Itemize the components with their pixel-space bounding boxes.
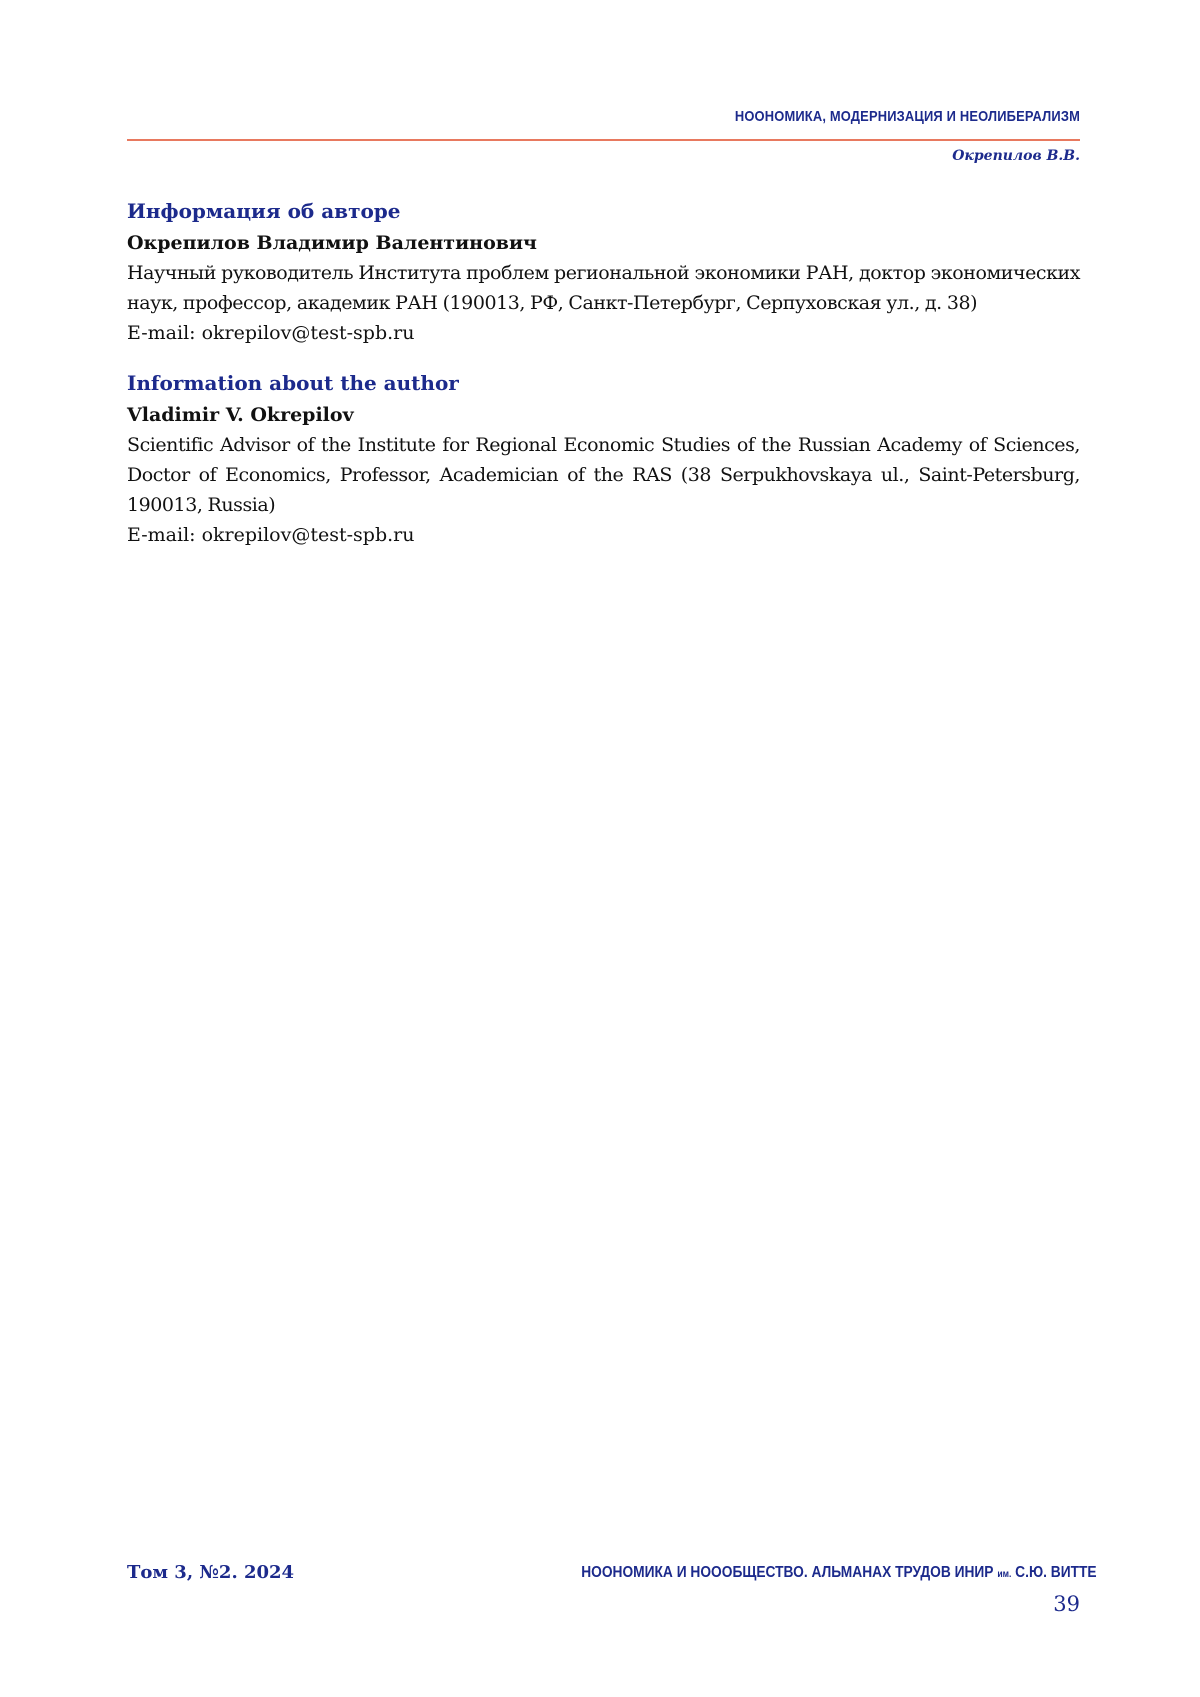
header-divider (127, 139, 1080, 141)
page-number: 39 (1053, 1592, 1080, 1616)
author-description-en: Scientific Advisor of the Institute for Regional Economic Studies of the Russian Academy of Sciences, Doctor of Economics, Professor, Academician of the RAS (38 Serpukhovskaya ul., Saint-Petersburg, 190013, Russia) (127, 434, 1080, 516)
footer-journal-part2: С.Ю. ВИТТЕ (1011, 1564, 1097, 1581)
author-info-ru (127, 196, 1080, 348)
footer-journal-part1: НООНОМИКА И НОООБЩЕСТВО. АЛЬМАНАХ ТРУДОВ ИНИР (581, 1564, 998, 1581)
author-info-content (127, 196, 1080, 570)
footer-journal-small: им. (997, 1569, 1012, 1580)
section-title-ru: Информация об авторе (127, 199, 401, 223)
running-head-author: Окрепилов В.В. (952, 148, 1080, 164)
running-head-title: НООНОМИКА, МОДЕРНИЗАЦИЯ И НЕОЛИБЕРАЛИЗМ (734, 108, 1080, 125)
author-description-ru: Научный руководитель Института проблем региональной экономики РАН, доктор экономических наук, профессор, академик РАН (190013, РФ, Санкт-Петербург, Серпуховская ул., д. 38) (127, 262, 1080, 314)
author-info-en (127, 368, 1080, 550)
footer-issue: Том 3, №2. 2024 (127, 1562, 295, 1583)
footer-journal-title (581, 1564, 1097, 1582)
section-title-en: Information about the author (127, 371, 459, 395)
author-name-en: Vladimir V. Okrepilov (127, 404, 354, 426)
author-email-ru: E-mail: okrepilov@test-spb.ru (127, 322, 415, 344)
author-name-ru: Окрепилов Владимир Валентинович (127, 232, 537, 254)
author-email-en: E-mail: okrepilov@test-spb.ru (127, 524, 415, 546)
